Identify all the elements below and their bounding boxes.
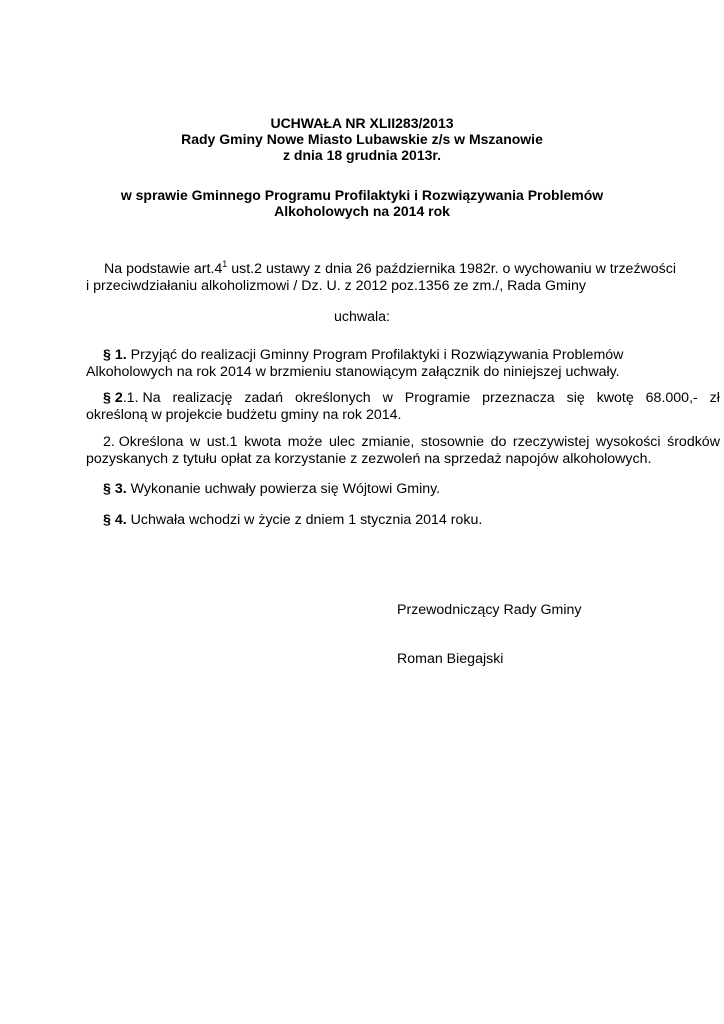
- section-2-word: [103, 390, 161, 407]
- resolution-subject: [0, 187, 724, 219]
- resolution-title: UCHWAŁA NR XLII283/2013: [270, 115, 454, 131]
- section-2-word: określonych: [294, 390, 371, 406]
- section-1-mark: § 1.: [103, 347, 127, 363]
- section-2-mark: § 2: [103, 390, 123, 406]
- section-2-word: kwotę: [596, 390, 634, 406]
- section-4-text: Uchwała wchodzi w życie z dniem 1 stycznia 2014 roku.: [126, 512, 483, 528]
- section-2-paragraph: [86, 390, 720, 424]
- section-4-line: [86, 512, 720, 529]
- resolution-date: z dnia 18 grudnia 2013r.: [283, 147, 441, 163]
- section-2-point-2-word: środków: [667, 434, 720, 450]
- preamble-line-2: i przeciwdziałaniu alkoholizmowi / Dz. U. z 2012 poz.1356 ze zm./, Rada Gminy: [86, 278, 586, 294]
- section-2-word: się: [566, 390, 585, 406]
- section-2-word: realizację: [172, 390, 233, 406]
- subject-line-1: w sprawie Gminnego Programu Profilaktyki i Rozwiązywania Problemów: [120, 187, 604, 203]
- section-1-text-1: Przyjąć do realizacji Gminny Program Profilaktyki i Rozwiązywania Problemów: [126, 347, 624, 363]
- preamble-paragraph: [86, 261, 720, 295]
- preamble-text-b: ust.2 ustawy z dnia 26 października 1982r. o wychowaniu w trzeźwości: [227, 261, 677, 277]
- section-2-word: w: [382, 390, 393, 406]
- section-2-point-2-word: stosownie: [420, 434, 485, 450]
- section-4-paragraph: [86, 512, 720, 529]
- section-4-mark: § 4.: [103, 512, 127, 528]
- section-2-point-2-line-1: [86, 434, 720, 451]
- preamble-text-a: Na podstawie art.4: [104, 261, 223, 277]
- section-2-point-2-word: ulec: [328, 434, 355, 450]
- resolution-header: [0, 115, 724, 163]
- section-2-point-2-word: 2. Określona: [103, 434, 184, 450]
- section-2-word: Programie: [404, 390, 471, 406]
- section-3-mark: § 3.: [103, 481, 127, 497]
- resolution-issuer: Rady Gminy Nowe Miasto Lubawskie z/s w Mszanowie: [181, 131, 543, 147]
- signature-name: Roman Biegajski: [397, 651, 504, 667]
- section-3-paragraph: [86, 481, 720, 498]
- section-2-point-2-word: rzeczywistej: [512, 434, 590, 450]
- signature-role: Przewodniczący Rady Gminy: [397, 602, 582, 618]
- section-2-point-2-word: kwota: [244, 434, 282, 450]
- section-2-word: zł: [709, 390, 720, 406]
- section-2-line-2: określoną w projekcie budżetu gminy na rok 2014.: [86, 407, 402, 423]
- section-1-paragraph: [86, 347, 720, 381]
- preamble-line-1: [86, 261, 720, 278]
- section-2-point-2-line-2: pozyskanych z tytułu opłat za korzystanie z zezwoleń na sprzedaż napojów alkoholowych.: [86, 451, 652, 467]
- section-3-text: Wykonanie uchwały powierza się Wójtowi Gminy.: [126, 481, 441, 497]
- preamble-superscript: 1: [222, 259, 228, 269]
- section-2-point-2-word: ust.1: [206, 434, 238, 450]
- section-2-word-text: .1. Na: [122, 390, 161, 406]
- section-2-point-2-word: zmianie,: [361, 434, 415, 450]
- section-2-word: przeznacza: [482, 390, 555, 406]
- section-2-point-2-word: może: [287, 434, 323, 450]
- section-2-point-2-word: w: [189, 434, 201, 450]
- section-2-point-2-paragraph: [86, 434, 720, 468]
- section-2-line-1: [86, 390, 720, 407]
- section-1-line-2: Alkoholowych na rok 2014 w brzmieniu stanowiącym załącznik do niniejszej uchwały.: [86, 364, 620, 380]
- subject-line-2: Alkoholowych na 2014 rok: [274, 203, 450, 219]
- resolves-word: uchwala:: [334, 309, 390, 325]
- section-2-word: 68.000,-: [645, 390, 698, 406]
- section-3-line: [86, 481, 720, 498]
- section-1-line-1: [86, 347, 720, 364]
- section-2-point-2-word: wysokości: [595, 434, 661, 450]
- section-2-point-2-word: do: [490, 434, 507, 450]
- section-2-word: zadań: [244, 390, 284, 406]
